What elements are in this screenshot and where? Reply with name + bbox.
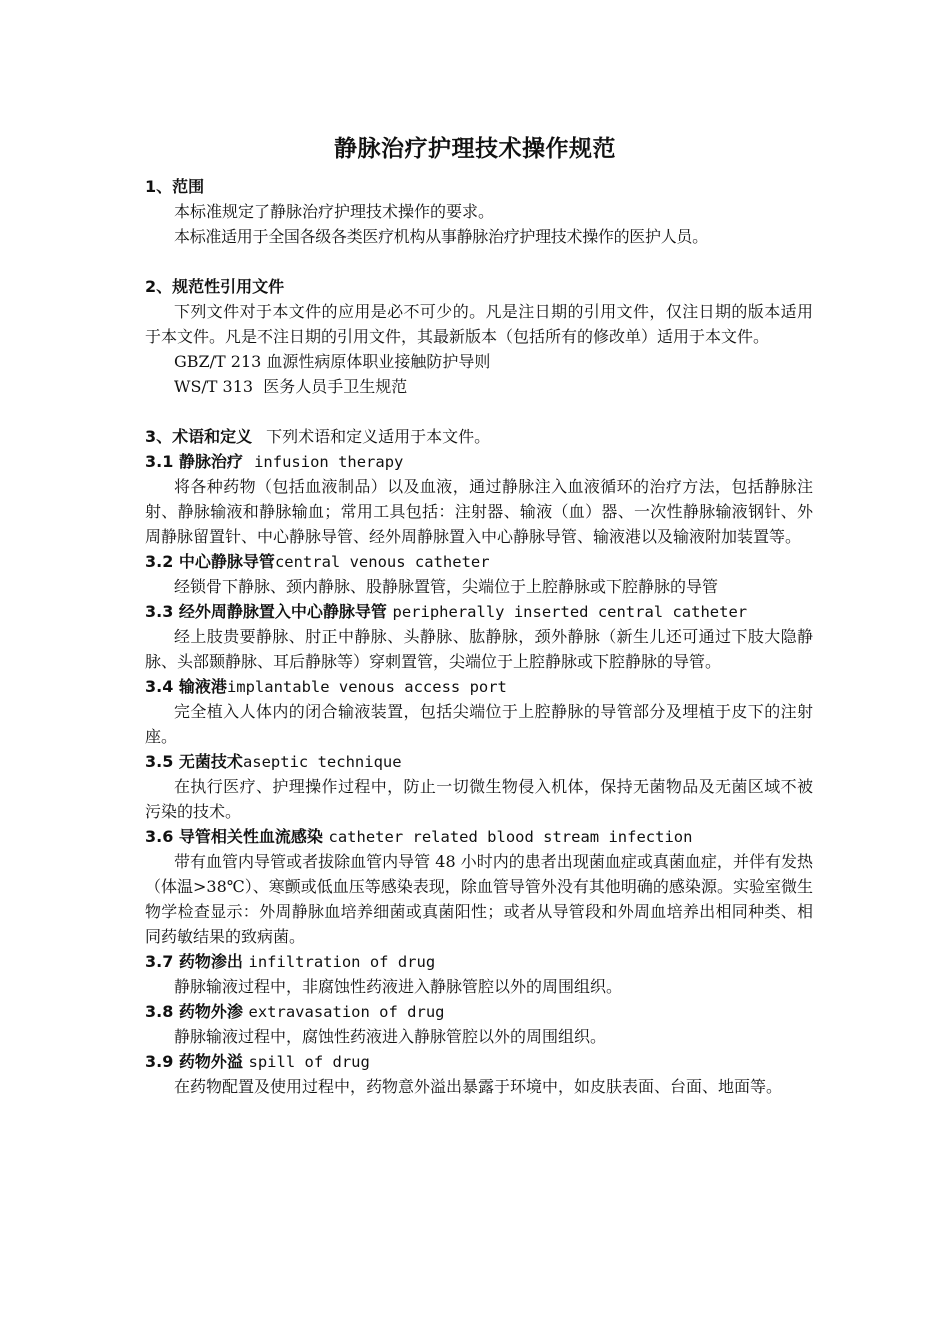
term-number: 3.8	[145, 1002, 174, 1021]
term-number: 3.2	[145, 552, 174, 571]
term-en: implantable venous access port	[226, 678, 507, 696]
term-en: peripherally inserted central catheter	[392, 603, 748, 621]
term-en: spill of drug	[248, 1053, 370, 1071]
term-definition: 完全植入人体内的闭合输液装置，包括尖端位于上腔静脉的导管部分及埋植于皮下的注射座。	[145, 702, 813, 746]
term-heading	[145, 599, 813, 624]
term-item	[145, 449, 813, 549]
section-1-heading: 1、范围	[145, 177, 205, 196]
reference-item: GBZ/T 213 血源性病原体职业接触防护导则	[174, 352, 491, 371]
term-cn: 中心静脉导管	[178, 552, 275, 571]
term-heading	[145, 999, 813, 1024]
term-en: extravasation of drug	[248, 1003, 445, 1021]
term-en: infusion therapy	[254, 453, 404, 471]
term-en: catheter related blood stream infection	[328, 828, 693, 846]
term-item	[145, 599, 813, 674]
section-3-heading	[145, 424, 813, 449]
term-definition: 静脉输液过程中，非腐蚀性药液进入静脉管腔以外的周围组织。	[174, 977, 623, 996]
term-cn: 导管相关性血流感染	[178, 827, 323, 846]
term-definition: 在药物配置及使用过程中，药物意外溢出暴露于环境中，如皮肤表面、台面、地面等。	[174, 1077, 783, 1096]
term-number: 3.4	[145, 677, 174, 696]
term-cn: 药物外渗	[178, 1002, 243, 1021]
term-definition: 静脉输液过程中，腐蚀性药液进入静脉管腔以外的周围组织。	[174, 1027, 607, 1046]
term-heading	[145, 824, 813, 849]
term-cn: 药物外溢	[178, 1052, 243, 1071]
reference-item: WS/T 313 医务人员手卫生规范	[174, 377, 408, 396]
term-item	[145, 549, 813, 599]
term-heading	[145, 749, 813, 774]
term-number: 3.9	[145, 1052, 174, 1071]
term-heading	[145, 674, 813, 699]
term-cn: 经外周静脉置入中心静脉导管	[178, 602, 387, 621]
term-item	[145, 1049, 813, 1099]
term-cn: 输液港	[178, 677, 227, 696]
term-en: infiltration of drug	[248, 953, 436, 971]
section-1-paragraph: 本标准适用于全国各级各类医疗机构从事静脉治疗护理技术操作的医护人员。	[174, 227, 708, 246]
term-number: 3.5	[145, 752, 174, 771]
page-title: 静脉治疗护理技术操作规范	[334, 136, 616, 162]
term-item	[145, 749, 813, 824]
term-definition: 将各种药物（包括血液制品）以及血液，通过静脉注入血液循环的治疗方法，包括静脉注射、静脉输液和静脉输血；常用工具包括：注射器、输液（血）器、一次性静脉输液钢针、外周静脉留置针、中心静脉导管、经外周静脉置入中心静脉导管、输液港以及输液附加装置等。	[145, 477, 813, 546]
term-number: 3.6	[145, 827, 174, 846]
term-heading	[145, 949, 813, 974]
section-2-heading: 2、规范性引用文件	[145, 277, 285, 296]
term-number: 3.1	[145, 452, 174, 471]
term-definition: 经上肢贵要静脉、肘正中静脉、头静脉、肱静脉，颈外静脉（新生儿还可通过下肢大隐静脉、头部颞静脉、耳后静脉等）穿刺置管，尖端位于上腔静脉或下腔静脉的导管。	[145, 627, 813, 671]
term-cn: 无菌技术	[178, 752, 243, 771]
section-2-paragraph: 下列文件对于本文件的应用是必不可少的。凡是注日期的引用文件，仅注日期的版本适用于本文件。凡是不注日期的引用文件，其最新版本（包括所有的修改单）适用于本文件。	[145, 302, 813, 346]
term-heading	[145, 449, 813, 474]
section-1-paragraph: 本标准规定了静脉治疗护理技术操作的要求。	[174, 202, 495, 221]
document-body	[145, 174, 813, 1099]
term-definition: 经锁骨下静脉、颈内静脉、股静脉置管，尖端位于上腔静脉或下腔静脉的导管	[174, 577, 719, 596]
term-heading	[145, 1049, 813, 1074]
term-definition: 在执行医疗、护理操作过程中，防止一切微生物侵入机体，保持无菌物品及无菌区域不被污染的技术。	[145, 777, 813, 821]
section-3-intro: 下列术语和定义适用于本文件。	[266, 427, 491, 446]
term-definition: 带有血管内导管或者拔除血管内导管 48 小时内的患者出现菌血症或真菌血症，并伴有发热（体温>38℃）、寒颤或低血压等感染表现，除血管导管外没有其他明确的感染源。实验室微生物学检查显示：外周静脉血培养细菌或真菌阳性；或者从导管段和外周血培养出相同种类、相同药敏结果的致病菌。	[145, 852, 813, 946]
term-number: 3.3	[145, 602, 174, 621]
term-item	[145, 824, 813, 949]
term-item	[145, 999, 813, 1049]
term-heading	[145, 549, 813, 574]
term-item	[145, 674, 813, 749]
term-cn: 药物渗出	[178, 952, 243, 971]
term-en: central venous catheter	[274, 553, 490, 571]
term-en: aseptic technique	[242, 753, 402, 771]
term-number: 3.7	[145, 952, 174, 971]
term-cn: 静脉治疗	[178, 452, 243, 471]
section-3-title: 3、术语和定义	[145, 427, 253, 446]
terms-list	[145, 449, 813, 1099]
term-item	[145, 949, 813, 999]
